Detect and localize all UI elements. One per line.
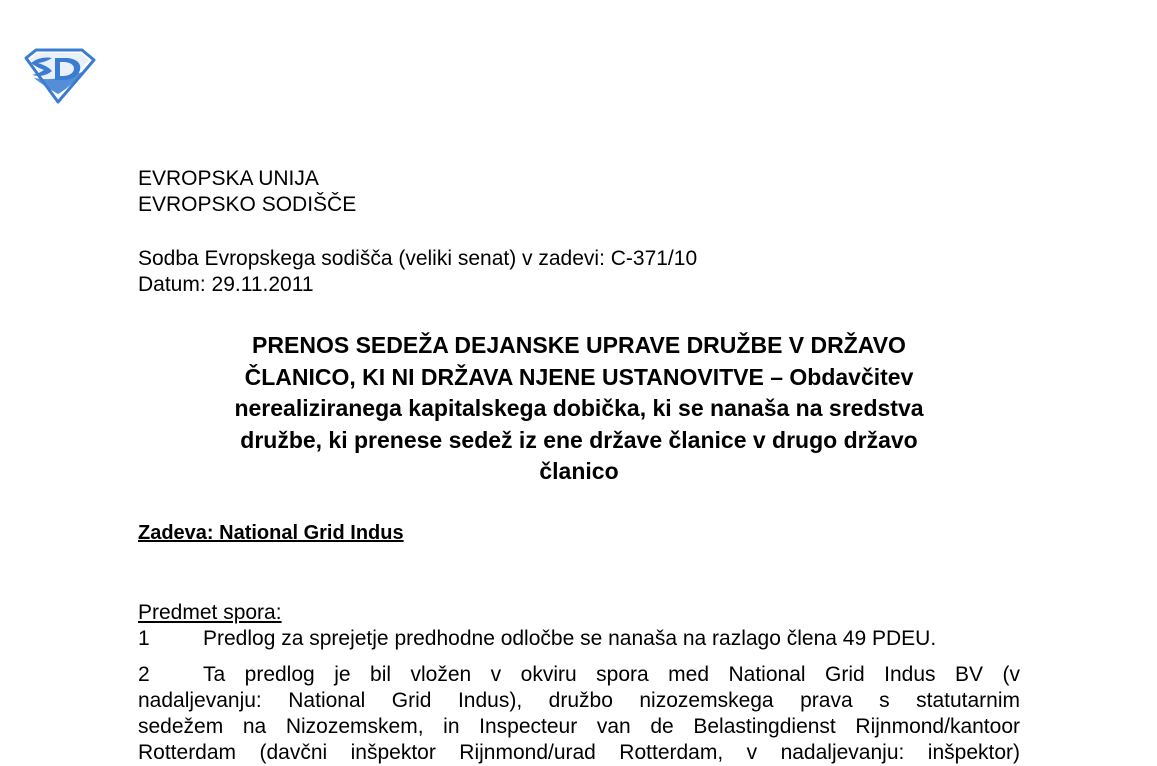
title-line: PRENOS SEDEŽA DEJANSKE UPRAVE DRUŽBE V DRŽAVO	[252, 332, 906, 358]
judgment-date: Datum: 29.11.2011	[138, 273, 314, 296]
title-line: ČLANICO, KI NI DRŽAVA NJENE USTANOVITVE – Obdavčitev	[244, 363, 914, 390]
paragraph-1	[138, 626, 1020, 652]
document-body	[138, 166, 1020, 766]
document-title	[138, 330, 1020, 488]
paragraph-2	[138, 662, 1020, 766]
paragraph-number: 1	[138, 626, 150, 650]
title-line: nerealiziranega kapitalskega dobička, ki se nanaša na sredstva	[234, 395, 924, 421]
paragraph-number: 2	[138, 662, 150, 686]
paragraph-text: Rotterdam (davčni inšpektor Rijnmond/urad Rotterdam, v nadaljevanju: inšpektor)	[138, 740, 1020, 764]
title-line: članico	[539, 458, 619, 484]
title-line: družbe, ki prenese sedež iz ene države članice v drugo državo	[240, 426, 918, 453]
sd-diamond-logo-icon	[22, 48, 96, 104]
judgment-reference: Sodba Evropskega sodišča (veliki senat) v zadevi: C-371/10	[138, 247, 698, 270]
paragraph-text: sedežem na Nizozemskem, in Inspecteur van de Belastingdienst Rijnmond/kantoor	[138, 714, 1020, 738]
case-name: Zadeva: National Grid Indus	[138, 521, 404, 544]
header-line-eu: EVROPSKA UNIJA	[138, 167, 319, 190]
header-line-court: EVROPSKO SODIŠČE	[138, 193, 357, 216]
paragraph-text: nadaljevanju: National Grid Indus), družbo nizozemskega prava s statutarnim	[138, 688, 1020, 712]
paragraph-text: Predlog za sprejetje predhodne odločbe se nanaša na razlago člena 49 PDEU.	[203, 626, 937, 650]
paragraph-text: Ta predlog je bil vložen v okviru spora med National Grid Indus BV (v	[203, 662, 1020, 686]
subject-heading: Predmet spora:	[138, 600, 282, 624]
